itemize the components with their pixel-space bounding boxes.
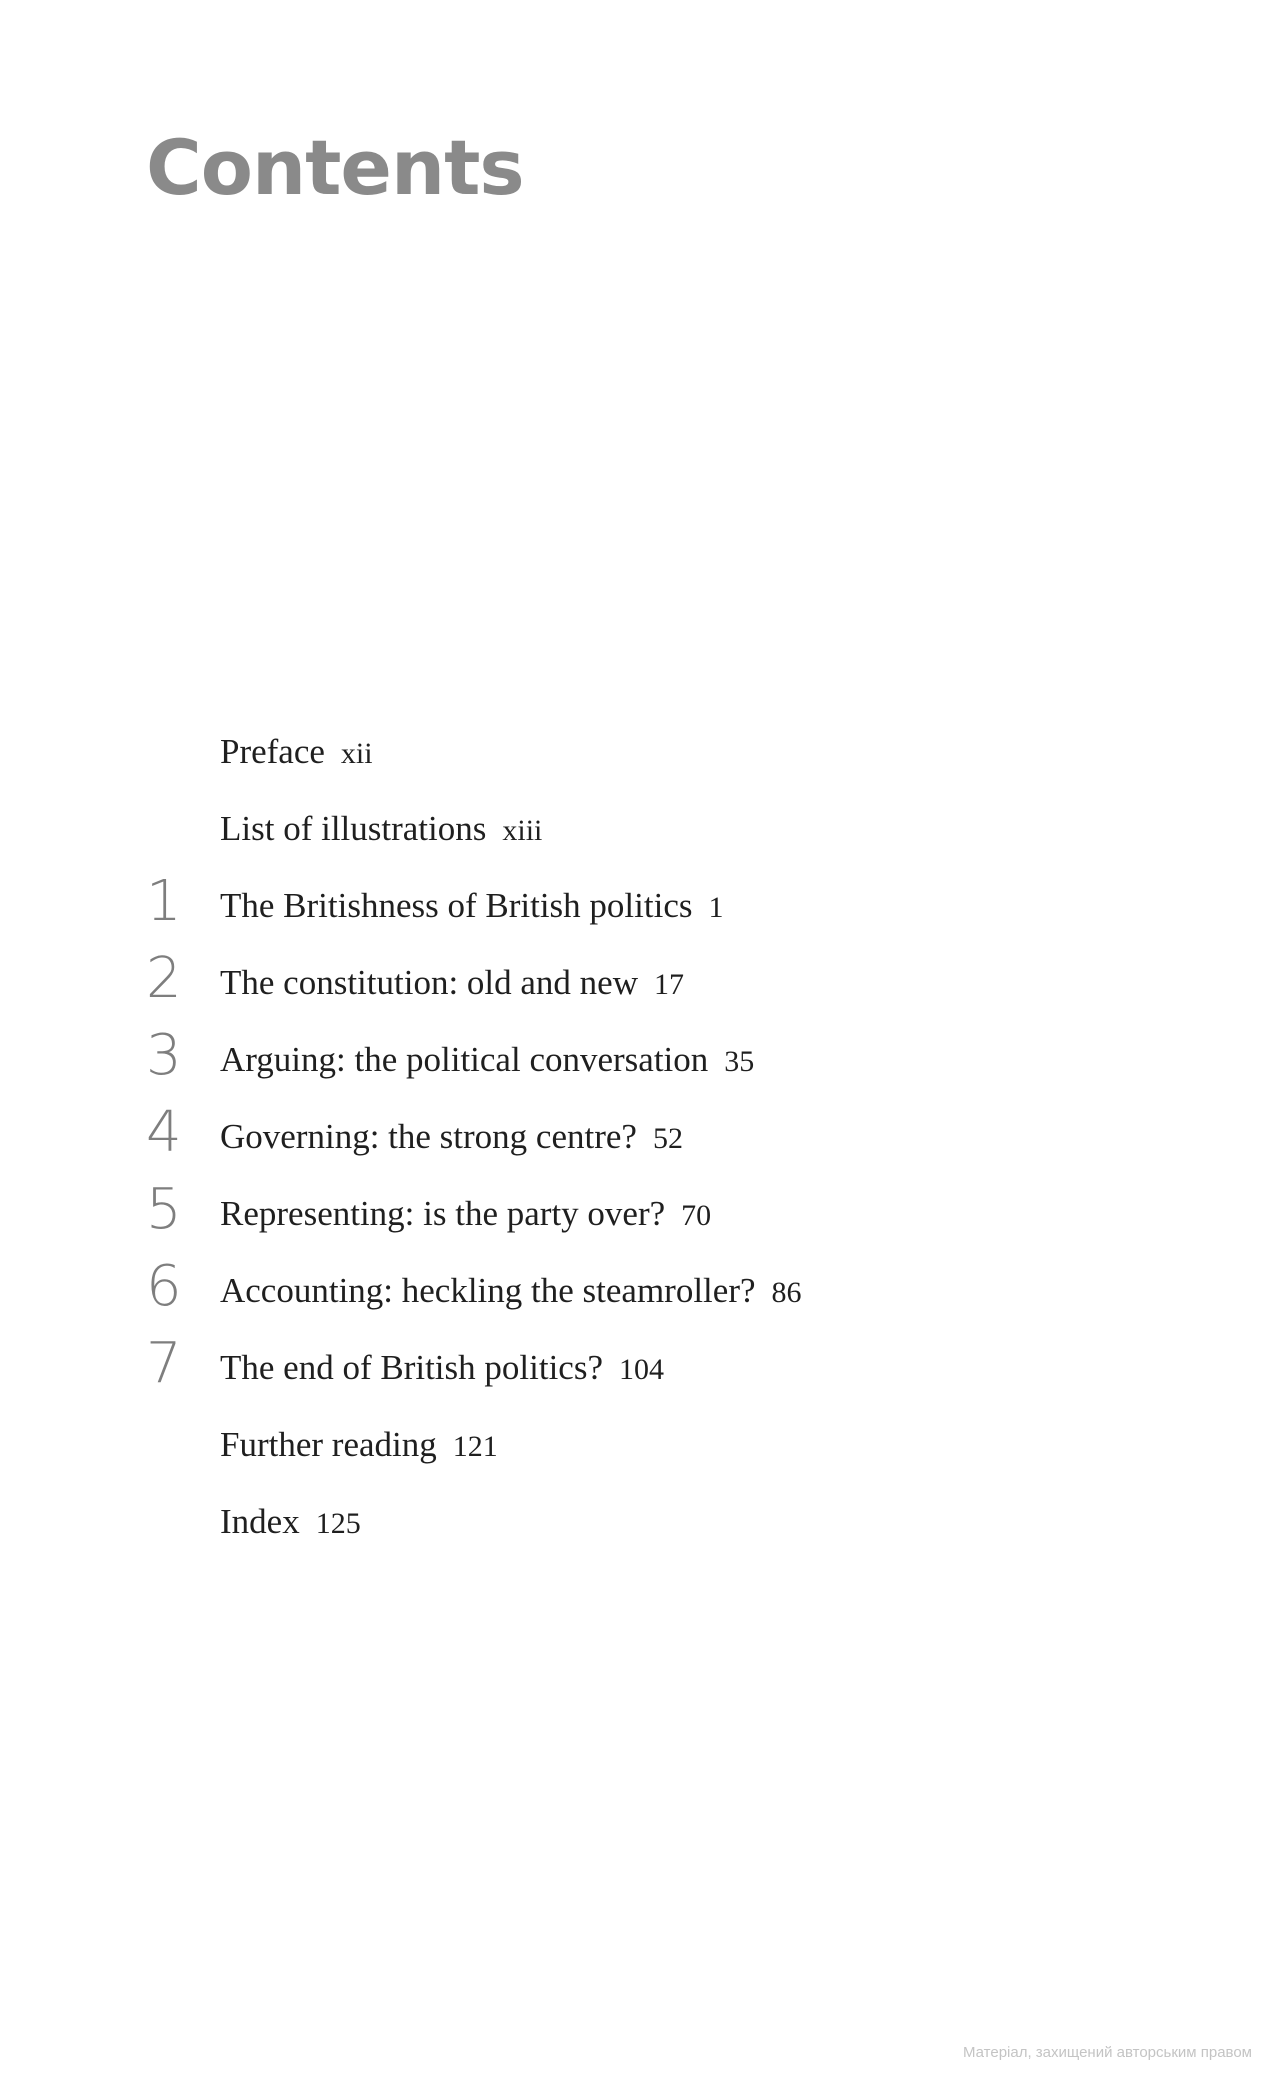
chapter-number: 3 <box>146 1023 182 1088</box>
copyright-watermark: Матеріал, захищений авторським правом <box>962 2044 1252 2061</box>
entry-title: The end of British politics? <box>220 1348 603 1387</box>
entry-title: The Britishness of British politics <box>220 886 693 925</box>
entry-text <box>220 1423 498 1469</box>
entry-page-number: 125 <box>315 1507 361 1540</box>
entry-text <box>220 807 542 853</box>
toc-entry[interactable] <box>0 795 1280 872</box>
entry-text <box>220 730 373 776</box>
toc-entry[interactable] <box>0 1100 1280 1180</box>
entry-page-number: 17 <box>653 968 684 1001</box>
entry-text <box>220 1500 361 1546</box>
chapter-number: 4 <box>146 1100 182 1165</box>
entry-text <box>220 1115 683 1161</box>
entry-page-number: 52 <box>652 1122 683 1155</box>
entry-page-number: 1 <box>708 891 724 924</box>
toc-entry[interactable] <box>0 1488 1280 1565</box>
entry-page-number: xiii <box>502 814 543 847</box>
entry-page-number: 35 <box>724 1045 755 1078</box>
page-title: Contents <box>146 123 524 212</box>
entry-text <box>220 1346 664 1392</box>
entry-title: Index <box>220 1502 300 1541</box>
entry-title: Arguing: the political conversation <box>220 1040 709 1079</box>
entry-title: Representing: is the party over? <box>220 1194 666 1233</box>
entry-page-number: xii <box>340 737 373 770</box>
entry-page-number: 86 <box>771 1276 802 1309</box>
toc-entry[interactable] <box>0 1023 1280 1103</box>
chapter-number: 7 <box>146 1331 182 1396</box>
entry-text <box>220 1192 711 1238</box>
chapter-number: 2 <box>146 946 182 1011</box>
entry-title: Preface <box>220 732 325 771</box>
toc-entry[interactable] <box>0 1411 1280 1488</box>
toc-entry[interactable] <box>0 946 1280 1026</box>
entry-text <box>220 1269 802 1315</box>
entry-title: List of illustrations <box>220 809 487 848</box>
entry-text <box>220 1038 754 1084</box>
entry-page-number: 121 <box>452 1430 498 1463</box>
chapter-number: 6 <box>146 1254 182 1319</box>
entry-text <box>220 884 723 930</box>
toc-entry[interactable] <box>0 1254 1280 1334</box>
entry-text <box>220 961 684 1007</box>
entry-title: Governing: the strong centre? <box>220 1117 637 1156</box>
chapter-number: 5 <box>146 1177 182 1242</box>
toc-entry[interactable] <box>0 869 1280 949</box>
entry-title: Further reading <box>220 1425 437 1464</box>
table-of-contents <box>0 718 1280 1565</box>
entry-page-number: 70 <box>681 1199 712 1232</box>
entry-title: The constitution: old and new <box>220 963 638 1002</box>
entry-page-number: 104 <box>618 1353 664 1386</box>
chapter-number: 1 <box>146 869 182 934</box>
toc-entry[interactable] <box>0 1177 1280 1257</box>
toc-entry[interactable] <box>0 1331 1280 1411</box>
toc-entry[interactable] <box>0 718 1280 795</box>
entry-title: Accounting: heckling the steamroller? <box>220 1271 756 1310</box>
